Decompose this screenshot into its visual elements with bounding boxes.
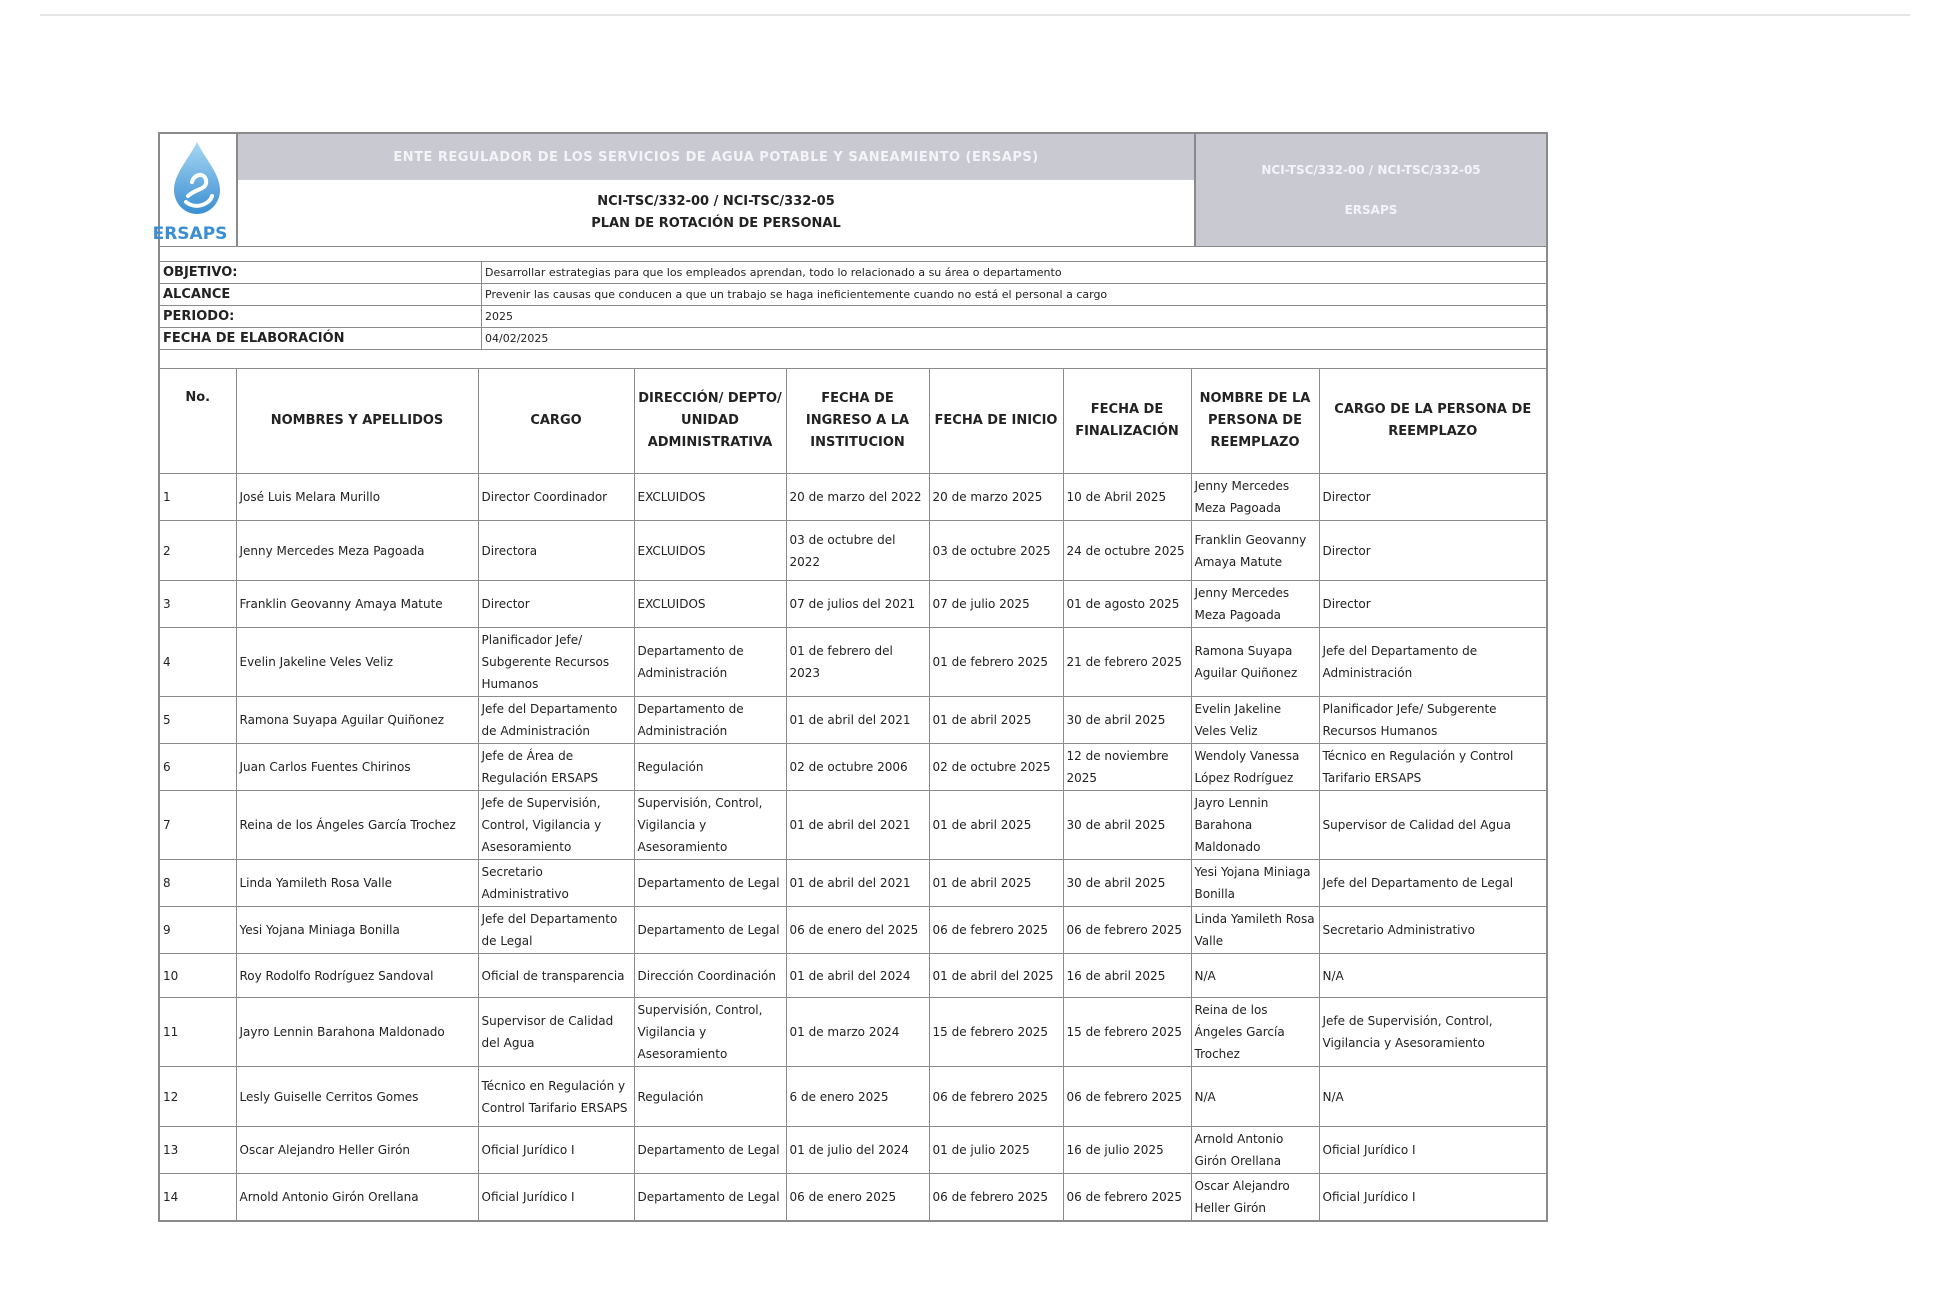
cell-no: 4 xyxy=(160,628,236,697)
cell-nombre: Roy Rodolfo Rodríguez Sandoval xyxy=(236,954,478,998)
cell-no: 8 xyxy=(160,860,236,907)
table-row xyxy=(160,907,1546,954)
table-row xyxy=(160,581,1546,628)
cell-no: 3 xyxy=(160,581,236,628)
cell-no: 9 xyxy=(160,907,236,954)
table-row xyxy=(160,998,1546,1067)
document-code: NCI-TSC/332-00 / NCI-TSC/332-05 xyxy=(597,194,835,209)
cell-no: 1 xyxy=(160,474,236,521)
cell-fecha-ingreso: 6 de enero 2025 xyxy=(786,1067,929,1127)
table-row xyxy=(160,744,1546,791)
cell-nombre-reemplazo: Evelin Jakeline Veles Veliz xyxy=(1191,697,1319,744)
cell-fecha-inicio: 06 de febrero 2025 xyxy=(929,1174,1063,1221)
cell-no: 14 xyxy=(160,1174,236,1221)
table-row xyxy=(160,860,1546,907)
table-row xyxy=(160,521,1546,581)
cell-cargo: Técnico en Regulación y Control Tarifario ERSAPS xyxy=(478,1067,634,1127)
document-title: PLAN DE ROTACIÓN DE PERSONAL xyxy=(591,216,841,231)
info-label: PERIODO: xyxy=(160,306,482,327)
cell-no: 12 xyxy=(160,1067,236,1127)
cell-cargo: Directora xyxy=(478,521,634,581)
cell-fecha-ingreso: 01 de marzo 2024 xyxy=(786,998,929,1067)
table-row xyxy=(160,1067,1546,1127)
rotation-table xyxy=(160,369,1546,1220)
cell-nombre-reemplazo: Jenny Mercedes Meza Pagoada xyxy=(1191,474,1319,521)
cell-cargo-reemplazo: Supervisor de Calidad del Agua xyxy=(1319,791,1546,860)
cell-direccion: Departamento de Legal xyxy=(634,1174,786,1221)
cell-cargo: Oficial Jurídico I xyxy=(478,1174,634,1221)
cell-fecha-ingreso: 06 de enero del 2025 xyxy=(786,907,929,954)
cell-nombre-reemplazo: Jayro Lennin Barahona Maldonado xyxy=(1191,791,1319,860)
cell-fecha-inicio: 20 de marzo 2025 xyxy=(929,474,1063,521)
cell-cargo-reemplazo: Secretario Administrativo xyxy=(1319,907,1546,954)
cell-nombre-reemplazo: Franklin Geovanny Amaya Matute xyxy=(1191,521,1319,581)
info-value: 2025 xyxy=(485,310,513,323)
water-drop-icon xyxy=(166,140,228,218)
cell-fecha-finalizacion: 16 de julio 2025 xyxy=(1063,1127,1191,1174)
cell-nombre-reemplazo: Arnold Antonio Girón Orellana xyxy=(1191,1127,1319,1174)
cell-fecha-finalizacion: 06 de febrero 2025 xyxy=(1063,1174,1191,1221)
cell-fecha-ingreso: 03 de octubre del 2022 xyxy=(786,521,929,581)
cell-fecha-inicio: 06 de febrero 2025 xyxy=(929,1067,1063,1127)
cell-cargo-reemplazo: Jefe del Departamento de Administración xyxy=(1319,628,1546,697)
info-value: Prevenir las causas que conducen a que un trabajo se haga ineficientemente cuando no está el personal a cargo xyxy=(485,288,1108,301)
cell-direccion: Departamento de Legal xyxy=(634,860,786,907)
cell-fecha-finalizacion: 30 de abril 2025 xyxy=(1063,791,1191,860)
info-label: ALCANCE xyxy=(160,284,482,305)
cell-fecha-finalizacion: 21 de febrero 2025 xyxy=(1063,628,1191,697)
col-header-cargo: CARGO xyxy=(478,369,634,474)
cell-fecha-inicio: 07 de julio 2025 xyxy=(929,581,1063,628)
cell-direccion: Regulación xyxy=(634,1067,786,1127)
organization-band: ENTE REGULADOR DE LOS SERVICIOS DE AGUA POTABLE Y SANEAMIENTO (ERSAPS) xyxy=(238,134,1194,180)
cell-nombre-reemplazo: Reina de los Ángeles García Trochez xyxy=(1191,998,1319,1067)
cell-fecha-finalizacion: 16 de abril 2025 xyxy=(1063,954,1191,998)
col-header-fecha-inicio: FECHA DE INICIO xyxy=(929,369,1063,474)
cell-cargo: Jefe del Departamento de Legal xyxy=(478,907,634,954)
cell-direccion: Supervisión, Control, Vigilancia y Asesoramiento xyxy=(634,791,786,860)
cell-fecha-ingreso: 01 de abril del 2024 xyxy=(786,954,929,998)
right-organization: ERSAPS xyxy=(1344,203,1398,217)
info-value: Desarrollar estrategias para que los empleados aprendan, todo lo relacionado a su área o departamento xyxy=(485,266,1062,279)
cell-cargo-reemplazo: Oficial Jurídico I xyxy=(1319,1127,1546,1174)
cell-nombre: Reina de los Ángeles García Trochez xyxy=(236,791,478,860)
cell-cargo: Supervisor de Calidad del Agua xyxy=(478,998,634,1067)
cell-fecha-inicio: 01 de abril 2025 xyxy=(929,860,1063,907)
cell-cargo: Oficial Jurídico I xyxy=(478,1127,634,1174)
cell-fecha-ingreso: 01 de abril del 2021 xyxy=(786,791,929,860)
cell-fecha-inicio: 01 de abril 2025 xyxy=(929,697,1063,744)
col-header-fecha-ingreso: FECHA DE INGRESO A LA INSTITUCION xyxy=(786,369,929,474)
cell-fecha-inicio: 03 de octubre 2025 xyxy=(929,521,1063,581)
col-header-fecha-finalizacion: FECHA DE FINALIZACIÓN xyxy=(1063,369,1191,474)
info-spacer xyxy=(160,350,1546,369)
info-label: FECHA DE ELABORACIÓN xyxy=(160,328,482,349)
cell-cargo-reemplazo: Planificador Jefe/ Subgerente Recursos Humanos xyxy=(1319,697,1546,744)
cell-fecha-ingreso: 02 de octubre 2006 xyxy=(786,744,929,791)
cell-direccion: Departamento de Legal xyxy=(634,907,786,954)
cell-fecha-ingreso: 07 de julios del 2021 xyxy=(786,581,929,628)
cell-no: 11 xyxy=(160,998,236,1067)
cell-fecha-finalizacion: 12 de noviembre 2025 xyxy=(1063,744,1191,791)
table-row xyxy=(160,791,1546,860)
cell-nombre: Jenny Mercedes Meza Pagoada xyxy=(236,521,478,581)
cell-fecha-ingreso: 01 de abril del 2021 xyxy=(786,697,929,744)
info-value: 04/02/2025 xyxy=(485,332,549,345)
cell-nombre: Ramona Suyapa Aguilar Quiñonez xyxy=(236,697,478,744)
cell-cargo: Jefe del Departamento de Administración xyxy=(478,697,634,744)
cell-nombre: Lesly Guiselle Cerritos Gomes xyxy=(236,1067,478,1127)
cell-fecha-ingreso: 20 de marzo del 2022 xyxy=(786,474,929,521)
info-row-objetivo xyxy=(160,262,1546,284)
document-titles xyxy=(238,180,1194,246)
info-row-periodo xyxy=(160,306,1546,328)
cell-nombre: Yesi Yojana Miniaga Bonilla xyxy=(236,907,478,954)
cell-cargo-reemplazo: Director xyxy=(1319,521,1546,581)
cell-nombre: Juan Carlos Fuentes Chirinos xyxy=(236,744,478,791)
cell-fecha-finalizacion: 06 de febrero 2025 xyxy=(1063,1067,1191,1127)
logo-wordmark: ERSAPS xyxy=(152,224,228,244)
info-label: OBJETIVO: xyxy=(160,262,482,283)
cell-direccion: Dirección Coordinación xyxy=(634,954,786,998)
col-header-direccion: DIRECCIÓN/ DEPTO/ UNIDAD ADMINISTRATIVA xyxy=(634,369,786,474)
cell-cargo: Director xyxy=(478,581,634,628)
cell-nombre: Oscar Alejandro Heller Girón xyxy=(236,1127,478,1174)
cell-direccion: Departamento de Administración xyxy=(634,697,786,744)
cell-cargo: Jefe de Supervisión, Control, Vigilancia y Asesoramiento xyxy=(478,791,634,860)
col-header-no: No. xyxy=(160,369,236,474)
cell-nombre-reemplazo: N/A xyxy=(1191,954,1319,998)
info-row-alcance xyxy=(160,284,1546,306)
cell-direccion: EXCLUIDOS xyxy=(634,521,786,581)
cell-nombre: Arnold Antonio Girón Orellana xyxy=(236,1174,478,1221)
table-header-row xyxy=(160,369,1546,474)
cell-cargo: Director Coordinador xyxy=(478,474,634,521)
page-top-rule xyxy=(40,14,1910,16)
rotation-plan-sheet xyxy=(152,132,1548,1222)
cell-no: 5 xyxy=(160,697,236,744)
cell-direccion: Departamento de Legal xyxy=(634,1127,786,1174)
cell-nombre-reemplazo: Oscar Alejandro Heller Girón xyxy=(1191,1174,1319,1221)
cell-fecha-finalizacion: 30 de abril 2025 xyxy=(1063,860,1191,907)
cell-fecha-ingreso: 01 de julio del 2024 xyxy=(786,1127,929,1174)
cell-fecha-inicio: 01 de febrero 2025 xyxy=(929,628,1063,697)
cell-nombre-reemplazo: Linda Yamileth Rosa Valle xyxy=(1191,907,1319,954)
cell-nombre-reemplazo: Yesi Yojana Miniaga Bonilla xyxy=(1191,860,1319,907)
ersaps-logo xyxy=(152,134,238,246)
cell-fecha-inicio: 02 de octubre 2025 xyxy=(929,744,1063,791)
cell-cargo-reemplazo: N/A xyxy=(1319,1067,1546,1127)
cell-fecha-ingreso: 01 de febrero del 2023 xyxy=(786,628,929,697)
cell-nombre: Jayro Lennin Barahona Maldonado xyxy=(236,998,478,1067)
cell-cargo-reemplazo: Jefe del Departamento de Legal xyxy=(1319,860,1546,907)
col-header-nombre-reemplazo: NOMBRE DE LA PERSONA DE REEMPLAZO xyxy=(1191,369,1319,474)
cell-fecha-finalizacion: 10 de Abril 2025 xyxy=(1063,474,1191,521)
col-header-nombres: NOMBRES Y APELLIDOS xyxy=(236,369,478,474)
cell-direccion: Regulación xyxy=(634,744,786,791)
table-row xyxy=(160,1174,1546,1221)
cell-fecha-finalizacion: 24 de octubre 2025 xyxy=(1063,521,1191,581)
table-row xyxy=(160,1127,1546,1174)
cell-cargo-reemplazo: N/A xyxy=(1319,954,1546,998)
header-spacer xyxy=(160,247,1546,262)
cell-nombre-reemplazo: N/A xyxy=(1191,1067,1319,1127)
cell-cargo-reemplazo: Jefe de Supervisión, Control, Vigilancia y Asesoramiento xyxy=(1319,998,1546,1067)
header-title-block xyxy=(238,134,1196,246)
cell-cargo: Secretario Administrativo xyxy=(478,860,634,907)
cell-cargo-reemplazo: Técnico en Regulación y Control Tarifario ERSAPS xyxy=(1319,744,1546,791)
cell-nombre-reemplazo: Jenny Mercedes Meza Pagoada xyxy=(1191,581,1319,628)
cell-fecha-finalizacion: 30 de abril 2025 xyxy=(1063,697,1191,744)
right-document-code: NCI-TSC/332-00 / NCI-TSC/332-05 xyxy=(1261,163,1481,177)
cell-cargo-reemplazo: Director xyxy=(1319,581,1546,628)
table-body xyxy=(160,474,1546,1221)
cell-fecha-inicio: 01 de abril del 2025 xyxy=(929,954,1063,998)
cell-nombre: Franklin Geovanny Amaya Matute xyxy=(236,581,478,628)
table-row xyxy=(160,954,1546,998)
cell-cargo: Oficial de transparencia xyxy=(478,954,634,998)
table-row xyxy=(160,628,1546,697)
cell-no: 7 xyxy=(160,791,236,860)
cell-nombre: José Luis Melara Murillo xyxy=(236,474,478,521)
cell-fecha-inicio: 01 de abril 2025 xyxy=(929,791,1063,860)
cell-fecha-inicio: 15 de febrero 2025 xyxy=(929,998,1063,1067)
cell-direccion: Departamento de Administración xyxy=(634,628,786,697)
cell-fecha-ingreso: 06 de enero 2025 xyxy=(786,1174,929,1221)
document-header xyxy=(152,134,1546,247)
cell-nombre: Evelin Jakeline Veles Veliz xyxy=(236,628,478,697)
cell-no: 6 xyxy=(160,744,236,791)
cell-nombre: Linda Yamileth Rosa Valle xyxy=(236,860,478,907)
col-header-cargo-reemplazo: CARGO DE LA PERSONA DE REEMPLAZO xyxy=(1319,369,1546,474)
cell-direccion: EXCLUIDOS xyxy=(634,474,786,521)
cell-cargo-reemplazo: Oficial Jurídico I xyxy=(1319,1174,1546,1221)
cell-nombre-reemplazo: Ramona Suyapa Aguilar Quiñonez xyxy=(1191,628,1319,697)
cell-no: 13 xyxy=(160,1127,236,1174)
cell-fecha-inicio: 01 de julio 2025 xyxy=(929,1127,1063,1174)
cell-fecha-ingreso: 01 de abril del 2021 xyxy=(786,860,929,907)
cell-cargo-reemplazo: Director xyxy=(1319,474,1546,521)
table-row xyxy=(160,697,1546,744)
cell-direccion: Supervisión, Control, Vigilancia y Asesoramiento xyxy=(634,998,786,1067)
cell-fecha-finalizacion: 15 de febrero 2025 xyxy=(1063,998,1191,1067)
info-row-fecha-elaboracion xyxy=(160,328,1546,350)
cell-cargo: Jefe de Área de Regulación ERSAPS xyxy=(478,744,634,791)
cell-fecha-finalizacion: 06 de febrero 2025 xyxy=(1063,907,1191,954)
cell-no: 2 xyxy=(160,521,236,581)
cell-fecha-finalizacion: 01 de agosto 2025 xyxy=(1063,581,1191,628)
table-row xyxy=(160,474,1546,521)
cell-cargo: Planificador Jefe/ Subgerente Recursos Humanos xyxy=(478,628,634,697)
cell-nombre-reemplazo: Wendoly Vanessa López Rodríguez xyxy=(1191,744,1319,791)
header-right-block xyxy=(1196,134,1546,246)
cell-fecha-inicio: 06 de febrero 2025 xyxy=(929,907,1063,954)
cell-direccion: EXCLUIDOS xyxy=(634,581,786,628)
cell-no: 10 xyxy=(160,954,236,998)
